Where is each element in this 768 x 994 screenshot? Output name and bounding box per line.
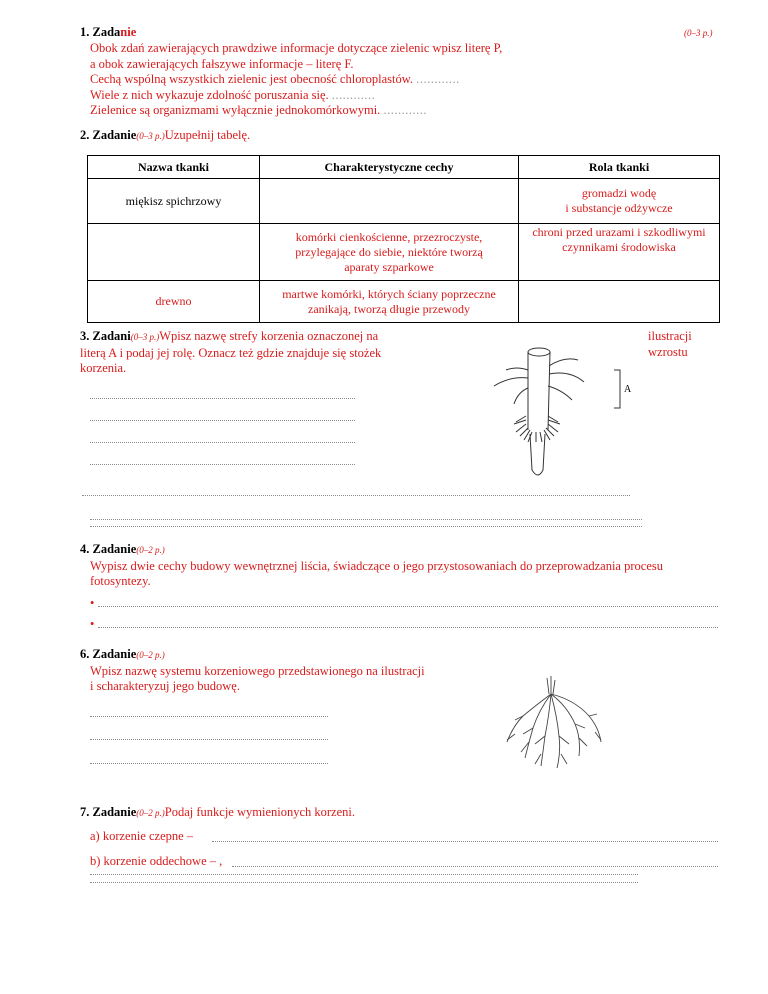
answer-line[interactable] bbox=[90, 519, 642, 520]
answer-line[interactable] bbox=[90, 882, 638, 883]
task7-item-b: b) korzenie oddechowe – , bbox=[90, 854, 223, 868]
task6-text: 6. Zadanie(0–2 p.) Wpisz nazwę systemu korzeniowego przedstawionego na ilustracji i scharakteryzuj jego budowę. bbox=[80, 647, 425, 694]
answer-line[interactable] bbox=[232, 866, 718, 867]
task2-title: 2. Zadanie(0–3 p.)Uzupełnij tabelę. bbox=[80, 128, 251, 142]
label-a: A bbox=[624, 384, 632, 395]
task1-title: 1. Zadanie bbox=[80, 25, 137, 39]
task7-title: 7. Zadanie(0–2 p.)Podaj funkcje wymienionych korzeni. bbox=[80, 805, 355, 819]
task1-points: (0–3 p.) bbox=[684, 28, 713, 38]
table-cell: miękisz spichrzowy bbox=[88, 179, 260, 224]
fibrous-root-illustration bbox=[495, 676, 610, 771]
answer-line[interactable] bbox=[90, 874, 638, 875]
table-cell: gromadzi wodę i substancje odżywcze bbox=[519, 179, 720, 224]
task1-intro: Obok zdań zawierających prawdziwe informacje dotyczące zielenic wpisz literę P, a obok zawierających fałszywe informacje – literę F. Cechą wspólną wszystkich zielenic jest obecność chloroplastów. ............ Wiele z nich wykazuje zdolność poruszania się. ............ Zielenice są organizmami wyłącznie jednokomórkowymi. ............ bbox=[90, 41, 503, 118]
root-tip-illustration bbox=[488, 340, 638, 490]
answer-line[interactable] bbox=[90, 716, 328, 717]
table-cell-empty[interactable] bbox=[519, 281, 720, 323]
answer-line[interactable] bbox=[90, 420, 355, 421]
answer-line[interactable] bbox=[90, 739, 328, 740]
table-header: Rola tkanki bbox=[519, 156, 720, 179]
answer-line[interactable] bbox=[98, 627, 718, 628]
answer-line[interactable] bbox=[98, 606, 718, 607]
answer-line[interactable] bbox=[90, 526, 642, 527]
answer-line[interactable] bbox=[212, 841, 718, 842]
table-header: Charakterystyczne cechy bbox=[260, 156, 519, 179]
answer-line[interactable] bbox=[90, 464, 355, 465]
bullet: • bbox=[90, 596, 95, 610]
task1-statement: Wiele z nich wykazuje zdolność poruszania się. ............ bbox=[90, 87, 376, 102]
answer-line[interactable] bbox=[82, 495, 630, 496]
task1-statement: Zielenice są organizmami wyłącznie jednokomórkowymi. ............ bbox=[90, 103, 427, 118]
table-cell: komórki cienkościenne, przezroczyste, przylegające do siebie, niektóre tworzą aparaty szparkowe bbox=[260, 224, 519, 281]
task3-text: 3. Zadani(0–3 p.)Wpisz nazwę strefy korzenia oznaczonej na literą A i podaj jej rolę. Oznacz też gdzie znajduje się stożek korzenia. bbox=[80, 329, 382, 376]
bullet: • bbox=[90, 617, 95, 631]
table-cell: martwe komórki, których ściany poprzeczne zanikają, tworzą długie przewody bbox=[260, 281, 519, 323]
task3-side-text: ilustracji wzrostu bbox=[648, 329, 692, 359]
task1-statement: Cechą wspólną wszystkich zielenic jest obecność chloroplastów. ............ bbox=[90, 72, 460, 87]
answer-line[interactable] bbox=[90, 398, 355, 399]
table-cell-empty[interactable] bbox=[260, 179, 519, 224]
task7-item-a: a) korzenie czepne – bbox=[90, 829, 194, 843]
answer-line[interactable] bbox=[90, 763, 328, 764]
table-cell-empty[interactable] bbox=[88, 224, 260, 281]
table-header: Nazwa tkanki bbox=[88, 156, 260, 179]
tissue-table bbox=[87, 155, 720, 323]
table-cell: chroni przed urazami i szkodliwymi czynnikami środowiska bbox=[519, 224, 720, 281]
answer-line[interactable] bbox=[90, 442, 355, 443]
table-cell: drewno bbox=[88, 281, 260, 323]
task4-text: 4. Zadanie(0–2 p.) Wypisz dwie cechy budowy wewnętrznej liścia, świadczące o jego przystosowaniach do przeprowadzania procesu fotosyntezy. bbox=[80, 542, 663, 589]
